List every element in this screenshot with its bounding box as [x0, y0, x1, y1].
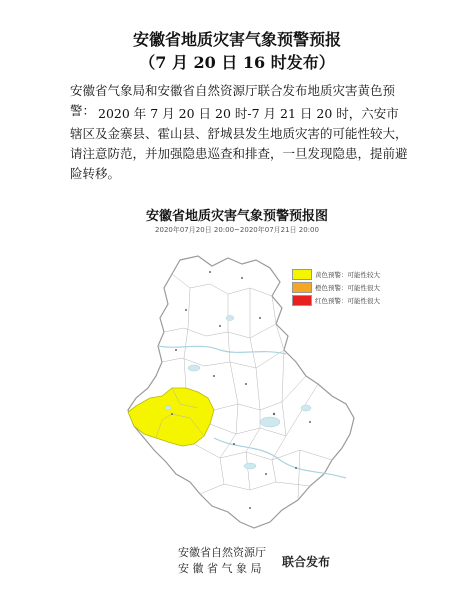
legend-item — [292, 268, 380, 281]
joint-publish-label: 联合发布 — [282, 555, 331, 569]
document-subtitle: （7 月 20 日 16 时发布） — [139, 53, 335, 72]
legend-label: 黄色预警：可能性较大 — [315, 271, 380, 279]
map-title: 安徽省地质灾害气象预警预报图 — [145, 209, 328, 224]
legend-swatch — [292, 269, 312, 280]
document-title: 安徽省地质灾害气象预警预报 — [132, 30, 341, 49]
issuing-organizations — [178, 545, 266, 577]
legend-swatch — [292, 295, 312, 306]
legend-swatch — [292, 282, 312, 293]
intro-paragraph: 安徽省气象局和安徽省自然资源厅联合发布地质灾害黄色预警： — [70, 83, 396, 118]
map-period: 2020年07月20日 20:00~2020年07月21日 20:00 — [155, 226, 319, 234]
org-natural-resources: 安徽省自然资源厅 — [178, 546, 266, 559]
legend-item — [292, 294, 380, 307]
legend-label: 红色预警：可能性很大 — [315, 297, 380, 305]
legend-item — [292, 281, 380, 294]
legend-label: 橙色预警：可能性很大 — [315, 284, 380, 292]
org-meteorological-bureau: 安 徽 省 气 象 局 — [178, 562, 262, 575]
warning-paragraph: 2020 年 7 月 20 日 20 时-7 月 21 日 20 时，六安市辖区及金寨县、霍山县、舒城县发生地质灾害的可能性较大，请注意防范，并加强隐患巡查和排查，一旦发现隐患，提前避险转移。 — [70, 106, 408, 181]
map-legend — [292, 268, 380, 307]
